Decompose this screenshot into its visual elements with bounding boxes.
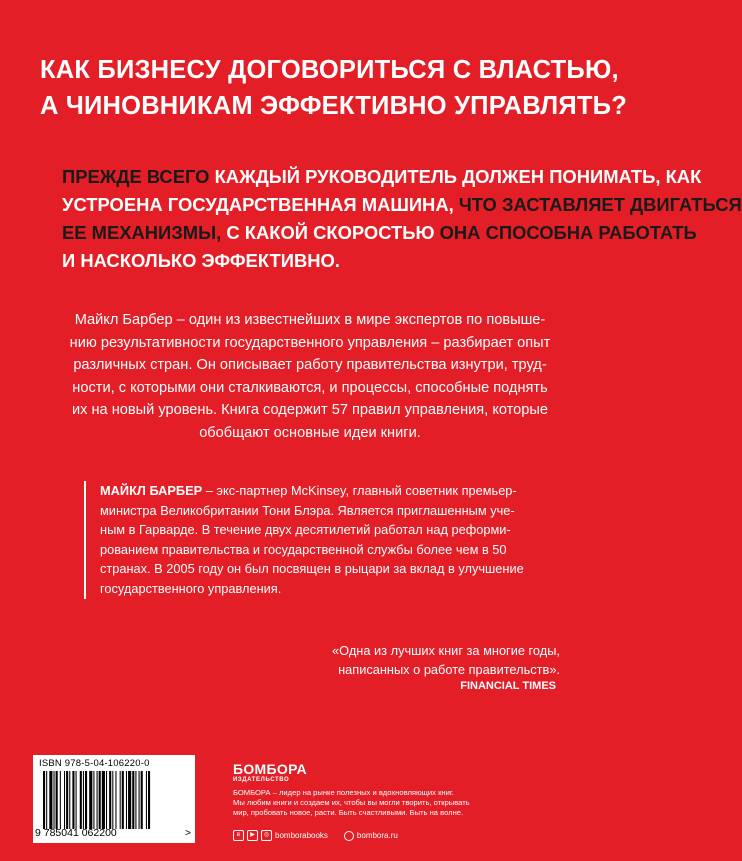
description-line: обобщают основные идеи книги. bbox=[199, 424, 421, 441]
isbn-label: ISBN 978-5-04-106220-0 bbox=[39, 758, 150, 769]
vk-icon: в bbox=[233, 830, 244, 841]
headline-line-1: КАК БИЗНЕСУ ДОГОВОРИТЬСЯ С ВЛАСТЬЮ, bbox=[40, 56, 619, 84]
publisher-social bbox=[233, 830, 398, 841]
lead-light-text: УСТРОЕНА ГОСУДАРСТВЕННАЯ МАШИНА, bbox=[62, 194, 454, 215]
instagram-icon: ◎ bbox=[261, 830, 272, 841]
lead-light-text: И НАСКОЛЬКО ЭФФЕКТИВНО. bbox=[62, 250, 340, 271]
description-line: различных стран. Он описывает работу правительства изнутри, труд- bbox=[73, 357, 547, 374]
barcode-arrow: > bbox=[184, 827, 191, 839]
description-line: ности, с которыми они сталкиваются, и процессы, способные поднять bbox=[72, 379, 548, 396]
lead-line-4 bbox=[62, 247, 582, 275]
quote-line: «Одна из лучших книг за многие годы, bbox=[332, 643, 560, 658]
lead-line-1 bbox=[62, 163, 702, 191]
lead-light-text: КАЖДЫЙ РУКОВОДИТЕЛЬ ДОЛЖЕН ПОНИМАТЬ, КАК bbox=[209, 166, 702, 187]
lead-dark-text: ЧТО ЗАСТАВЛЯЕТ ДВИГАТЬСЯ bbox=[453, 194, 742, 215]
publisher-subtitle: ИЗДАТЕЛЬСТВО bbox=[233, 777, 290, 783]
headline-line-2: А ЧИНОВНИКАМ ЭФФЕКТИВНО УПРАВЛЯТЬ? bbox=[40, 92, 627, 120]
lead-line-2 bbox=[62, 191, 742, 219]
author-name: МАЙКЛ БАРБЕР bbox=[100, 483, 203, 498]
globe-icon bbox=[344, 831, 354, 841]
lead-dark-text: ПРЕЖДЕ ВСЕГО bbox=[62, 166, 210, 187]
isbn-barcode-box bbox=[33, 755, 195, 843]
author-bio-text: – экс-партнер McKinsey, главный советник премьер- bbox=[202, 483, 517, 498]
description-line: Майкл Барбер – один из известнейших в мире экспертов по повыше- bbox=[74, 312, 546, 328]
publisher-info bbox=[233, 788, 573, 819]
author-bio-line: ным в Гарварде. В течение двух десятилетий работал над реформи- bbox=[100, 522, 511, 538]
author-bio-line bbox=[100, 481, 590, 501]
lead-line-3 bbox=[62, 219, 697, 247]
quote-source: FINANCIAL TIMES bbox=[460, 680, 556, 692]
barcode-icon bbox=[43, 771, 189, 829]
author-bio-line: государственного управления. bbox=[100, 580, 282, 596]
press-quote bbox=[260, 641, 560, 679]
author-bio-line: странах. В 2005 году он был посвящен в рыцари за вклад в улучшение bbox=[100, 561, 524, 577]
lead-dark-text: ЕЕ МЕХАНИЗМЫ, bbox=[62, 222, 222, 243]
headline bbox=[40, 52, 627, 124]
publisher-info-line: мир, пробовать новое, расти. Быть счастливыми. Быть на волне. bbox=[233, 808, 464, 818]
publisher-info-line: БОМБОРА – лидер на рынке полезных и вдохновляющих книг. bbox=[233, 788, 454, 797]
quote-line: написанных о работе правительств». bbox=[338, 662, 560, 677]
description-line: их на новый уровень. Книга содержит 57 правил управления, которые bbox=[71, 402, 549, 419]
book-description bbox=[60, 309, 560, 445]
barcode-digits: 9 785041 062200 bbox=[35, 827, 117, 839]
lead-light-text: С КАКОЙ СКОРОСТЬЮ bbox=[221, 222, 435, 243]
author-bio-line: министра Великобритании Тони Блэра. Является приглашенным уче- bbox=[100, 502, 515, 518]
description-line: нию результативности государственного управления – разбирает опыт bbox=[69, 334, 551, 351]
publisher-name: БОМБОРА bbox=[233, 761, 307, 777]
lead-dark-text: ОНА СПОСОБНА РАБОТАТЬ bbox=[434, 222, 697, 243]
social-handle: bomborabooks bbox=[275, 831, 328, 840]
publisher-site: bombora.ru bbox=[356, 831, 398, 840]
publisher-logo bbox=[233, 762, 307, 784]
publisher-info-line: Мы любим книги и создаем их, чтобы вы могли творить, открывать bbox=[233, 798, 470, 808]
author-bio bbox=[84, 481, 590, 599]
author-bio-line: рованием правительства и государственной службы более чем в 50 bbox=[100, 541, 507, 557]
youtube-icon: ▶ bbox=[247, 830, 258, 841]
lead-paragraph bbox=[62, 163, 742, 275]
